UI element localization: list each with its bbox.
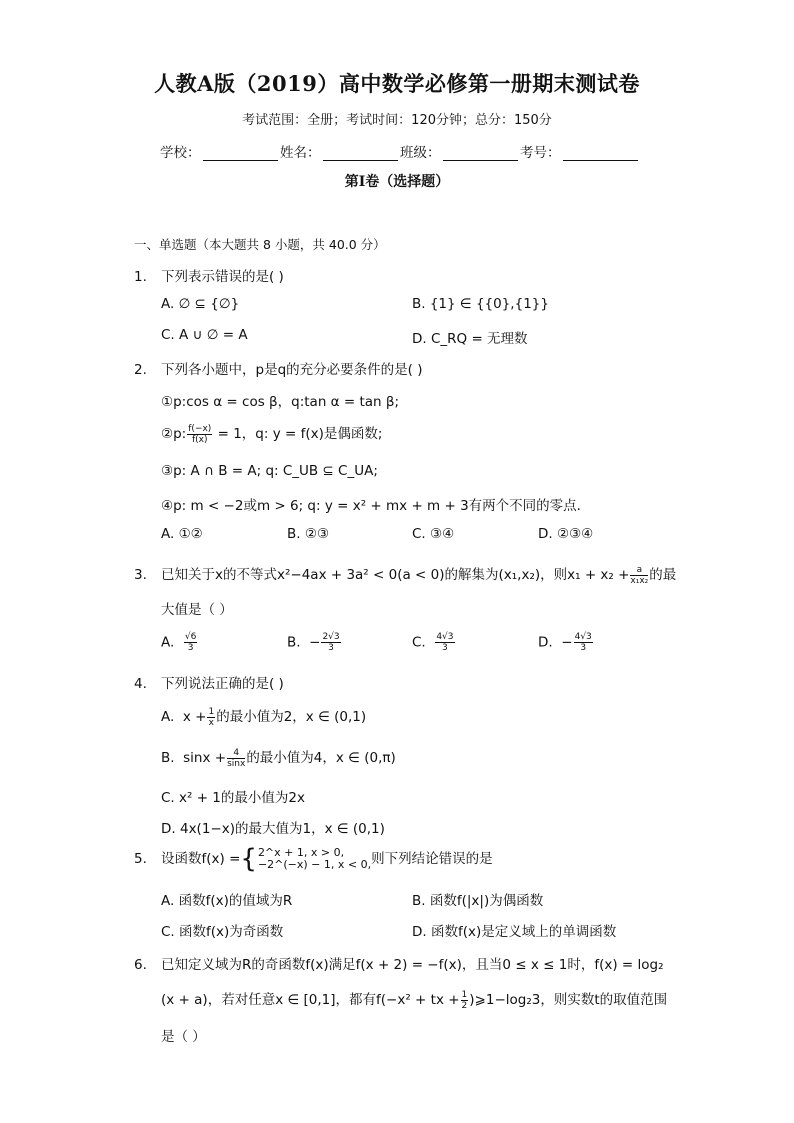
question-4 — [134, 672, 284, 692]
option-a: A. ①② — [161, 526, 203, 542]
option-a: A. x + $\frac{1}{x}$ 的最小值为2，x ∈ (0,1) — [161, 706, 367, 728]
option-b: B. {1} ∈ {{0},{1}} — [412, 296, 549, 312]
school-blank — [203, 146, 279, 161]
name-label: 姓名： — [280, 145, 321, 161]
student-info-row — [160, 141, 640, 161]
q2-fraction: $\frac{f(-x)}{f(x)}$ — [188, 423, 212, 445]
q2-item-4: ④p: m < −2或m > 6; q: y = x² + mx + m + 3有两个不同的零点． — [161, 498, 591, 514]
exam-number-blank — [563, 146, 639, 161]
question-stem: 已知定义域为R的奇函数f(x)满足f(x + 2) = −f(x)，且当0 ≤ x ≤ 1时，f(x) = log₂ — [161, 957, 664, 973]
option-c: C. $\frac{4√3}{3}$ — [412, 632, 454, 653]
class-blank — [443, 146, 519, 161]
q3-fraction: $\frac{a}{\text{x₁x₂}}$ — [630, 564, 649, 586]
option-d: D. 函数f(x)是定义域上的单调函数 — [412, 924, 617, 940]
q2-item-1: ①p:cos α = cos β，q:tan α = tan β; — [161, 394, 400, 410]
q2-item-2: ②p: $\frac{f(-x)}{f(x)}$ = 1，q: y = f(x)是偶函数; — [161, 423, 383, 445]
q3-stem-line-2: 大值是（ ） — [161, 602, 233, 618]
option-a: A. $\frac{√6}{3}$ — [161, 632, 197, 653]
question-stem: 下列各小题中，p是q的充分必要条件的是( ) — [161, 362, 423, 378]
school-label: 学校： — [160, 145, 201, 161]
class-label: 班级： — [400, 145, 441, 161]
question-1 — [134, 265, 284, 285]
question-number: 5. — [134, 851, 147, 867]
section-title: 第I卷（选择题） — [344, 174, 450, 190]
option-d: D. − $\frac{4√3}{3}$ — [538, 632, 592, 653]
q6-stem-line-3: 是（ ） — [161, 1029, 206, 1045]
exam-number-label: 考号： — [520, 145, 561, 161]
option-a: A. ∅ ⊆ {∅} — [161, 296, 240, 312]
question-3: 3. 已知关于x的不等式x²−4ax + 3a² < 0(a < 0)的解集为(x₁,x₂)，则x₁ + x₂ + $\frac{a}{\text{x₁x₂}}$ 的最 — [134, 564, 677, 586]
option-d: D. C_RQ = 无理数 — [412, 331, 528, 347]
option-c: C. A ∪ ∅ = A — [161, 327, 248, 343]
option-b: B. sinx + $\frac{4}{\sin x}$ 的最小值为4，x ∈ (0,π) — [161, 747, 396, 769]
question-stem: 下列表示错误的是( ) — [161, 269, 284, 285]
question-number: 4. — [134, 676, 147, 692]
part-title: 一、单选题（本大题共 8 小题，共 40.0 分） — [134, 237, 386, 252]
q2-item-3: ③p: A ∩ B = A; q: C_UB ⊆ C_UA; — [161, 463, 378, 479]
option-c: C. x² + 1的最小值为2x — [161, 790, 305, 806]
page-title: 人教A版（2019）高中数学必修第一册期末测试卷 — [154, 71, 640, 96]
name-blank — [323, 146, 399, 161]
question-number: 3. — [134, 567, 147, 583]
option-d: D. ②③④ — [538, 526, 594, 542]
option-d: D. 4x(1−x)的最大值为1，x ∈ (0,1) — [161, 821, 385, 837]
q6-stem-line-2: (x + a)，若对任意x ∈ [0,1]，都有f(−x² + tx + $\frac{1}{2}$ )⩾1−log₂3，则实数t的取值范围 — [161, 989, 668, 1011]
question-2 — [134, 358, 422, 378]
option-b: B. ②③ — [287, 526, 330, 542]
question-number: 2. — [134, 362, 147, 378]
question-stem: 下列说法正确的是( ) — [161, 676, 284, 692]
question-5: 5. 设函数f(x) ={ 2^x + 1, x > 0, −2^(−x) − 1, x < 0, 则下列结论错误的是 — [134, 844, 493, 874]
option-a: A. 函数f(x)的值域为R — [161, 893, 293, 909]
option-b: B. 函数f(|x|)为偶函数 — [412, 893, 544, 909]
exam-scope: 考试范围：全册；考试时间：120分钟；总分：150分 — [242, 113, 552, 128]
option-c: C. 函数f(x)为奇函数 — [161, 924, 284, 940]
piecewise-brace: { — [240, 844, 257, 874]
option-c: C. ③④ — [412, 526, 455, 542]
question-number: 6. — [134, 957, 147, 973]
question-number: 1. — [134, 269, 147, 285]
question-6 — [134, 953, 664, 973]
option-b: B. − $\frac{2√3}{3}$ — [287, 632, 340, 653]
piecewise-cases: 2^x + 1, x > 0, −2^(−x) − 1, x < 0, — [257, 846, 372, 871]
